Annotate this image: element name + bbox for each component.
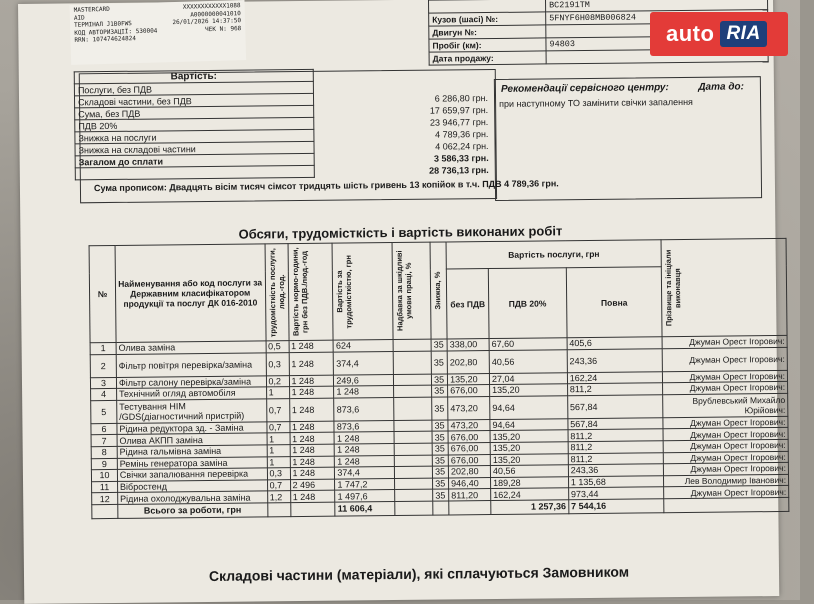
- cost-row: [75, 165, 314, 180]
- cell-novat: 676,00: [448, 443, 490, 455]
- cell-n: 5: [91, 400, 117, 423]
- total-label: Всього за роботи, грн: [118, 503, 268, 519]
- cell-labor: 0,7: [267, 479, 290, 491]
- cell-novat: 202,80: [448, 466, 490, 478]
- cell-n: 7: [91, 435, 117, 447]
- cell-cost: 1 248: [334, 386, 394, 398]
- vehicle-value: 5FNYF6H08MB006824: [546, 10, 768, 25]
- cell-cost: 624: [333, 340, 393, 352]
- vehicle-plate: BC2191TM: [545, 0, 767, 12]
- cell-labor: 0,3: [266, 352, 289, 375]
- cell-rate: 1 248: [289, 340, 334, 352]
- cell-sur: [393, 339, 431, 351]
- cell-cost: 1 248: [335, 455, 395, 467]
- cell-vat: 135,20: [490, 453, 568, 465]
- cell-cost: 1 497,6: [335, 490, 395, 502]
- cell-labor: 1: [266, 387, 289, 399]
- cell-vat: 27,04: [489, 372, 567, 384]
- receipt-key: RRN: 107474624824: [74, 35, 136, 44]
- cost-label: [75, 165, 314, 180]
- cell-name: Технічний огляд автомобіля: [116, 387, 266, 400]
- cell-name: Свічки запалювання перевірка: [117, 468, 267, 481]
- col-full: Повна: [566, 267, 662, 338]
- service-recommendations: [494, 76, 762, 201]
- cell-disc: 35: [433, 489, 449, 501]
- cost-value: 4 789,36 грн.: [314, 129, 494, 143]
- cell-name: Рідина редуктора зд. - Заміна: [117, 422, 267, 435]
- cost-value: 4 062,24 грн.: [314, 141, 494, 155]
- cell-rate: 1 248: [290, 491, 335, 503]
- cell-n: 6: [91, 423, 117, 435]
- cell-disc: 35: [431, 351, 447, 374]
- cell-labor: 1: [267, 445, 290, 457]
- vehicle-key: Пробіг (км):: [429, 38, 546, 52]
- vehicle-key: Кузов (шасі) №:: [429, 12, 546, 26]
- cell-vat: 135,20: [490, 430, 568, 442]
- cell-cost: 374,4: [334, 351, 394, 375]
- cell-disc: 35: [432, 397, 448, 420]
- cost-values: [314, 93, 495, 179]
- cell-labor: 0,7: [266, 421, 289, 433]
- cell-cost: 1 248: [334, 432, 394, 444]
- payment-receipt: [70, 0, 247, 65]
- cost-value: 6 286,80 грн.: [314, 93, 494, 107]
- cell-rate: 1 248: [290, 467, 335, 479]
- cell-full: 973,44: [568, 487, 664, 500]
- cell-novat: 135,20: [447, 373, 489, 385]
- receipt-value: A0000000041010: [190, 10, 241, 19]
- cell-labor: 1: [267, 433, 290, 445]
- cell-novat: 676,00: [448, 454, 490, 466]
- cell-sur: [393, 351, 431, 374]
- cost-label: Знижка на складові частини: [75, 141, 314, 156]
- col-surcharge: Надбавка за шкідливі умови праці, %: [395, 243, 414, 339]
- cell-vat: 40,56: [489, 349, 567, 373]
- vehicle-key: Двигун №:: [429, 25, 546, 39]
- cell-cost: 374,4: [335, 467, 395, 479]
- cell-sur: [395, 489, 433, 501]
- logo-ria: RIA: [720, 21, 766, 47]
- cost-label: ПДВ 20%: [75, 117, 314, 132]
- cell-full: 405,6: [567, 337, 663, 350]
- cell-sur: [394, 455, 432, 467]
- cell-name: Фільтр салону перевірка/заміна: [116, 375, 266, 388]
- cell-novat: 676,00: [448, 385, 490, 397]
- cell-full: 243,36: [568, 464, 664, 477]
- receipt-key: КОД АВТОРИЗАЦІЇ: 530004: [74, 27, 157, 37]
- cell-novat: 473,20: [448, 396, 490, 419]
- cell-n: 9: [91, 458, 117, 470]
- receipt-key: AID: [74, 14, 85, 22]
- parts-title: Складові частини (матеріали), які сплачуються Замовником: [24, 562, 814, 586]
- cell-vat: 135,20: [490, 384, 568, 396]
- cost-value: 28 736,13 грн.: [315, 165, 495, 179]
- cost-value: 23 946,77 грн.: [314, 117, 494, 131]
- cell-cost: 1 747,2: [335, 478, 395, 490]
- cell-n: 3: [90, 377, 116, 389]
- cell-who: Джуман Орест Ігорович:: [663, 428, 788, 441]
- cell-n: 1: [90, 342, 116, 354]
- cell-full: 243,36: [567, 348, 663, 372]
- cell-n: 8: [91, 446, 117, 458]
- cell-n: 4: [91, 389, 117, 401]
- cell-n: 10: [91, 470, 117, 482]
- amount-in-words: Сума прописом: Двадцять вісім тисяч сімсот тридцять шість гривень 13 копійок в т.ч. ПДВ 4 789,36 грн.: [94, 178, 559, 193]
- cell-who: Джуман Орест Ігорович:: [663, 370, 788, 383]
- cell-rate: 1 248: [289, 352, 334, 375]
- cost-label: Загалом до сплати: [75, 153, 314, 168]
- col-price: Вартість послуги, грн: [446, 240, 662, 270]
- cost-summary-table: [74, 69, 315, 181]
- cell-rate: 1 248: [289, 386, 334, 398]
- vehicle-key: Дата продажу:: [429, 51, 546, 65]
- total-full: 7 544,16: [568, 499, 664, 514]
- cell-disc: 35: [433, 478, 449, 490]
- recommendations-text: при наступному ТО замінити свічки запалення: [495, 92, 760, 109]
- cell-sur: [394, 397, 432, 420]
- recommendations-title: Рекомендації сервісного центру:: [501, 82, 669, 95]
- cell-novat: 338,00: [447, 339, 489, 351]
- cell-rate: 1 248: [290, 444, 335, 456]
- invoice-sheet: [18, 0, 779, 604]
- col-no-vat: без ПДВ: [446, 269, 489, 339]
- cell-who: Джуман Орест Ігорович:: [664, 463, 789, 476]
- cell-vat: 40,56: [490, 465, 568, 477]
- cell-disc: 35: [432, 385, 448, 397]
- cell-who: Лев Володимир Іванович:: [664, 474, 789, 487]
- cost-value: 3 586,33 грн.: [315, 153, 495, 167]
- cell-who: Джуман Орест Ігорович:: [664, 451, 789, 464]
- cell-full: 811,2: [568, 429, 664, 442]
- cell-who: Джуман Орест Ігорович:: [664, 486, 789, 499]
- recommendations-date-label: Дата до:: [698, 81, 744, 92]
- logo-auto: auto: [666, 21, 714, 47]
- cell-sur: [395, 478, 433, 490]
- cell-name: Фільтр повітря перевірка/заміна: [116, 352, 266, 377]
- cell-rate: 1 248: [290, 433, 335, 445]
- col-labor: трудомісткість послуги, люд.-год.: [267, 244, 286, 340]
- receipt-key: MASTERCARD: [74, 6, 110, 15]
- cell-labor: 0,7: [266, 398, 289, 421]
- cell-sur: [394, 374, 432, 386]
- total-vat: 1 257,36: [491, 500, 569, 515]
- cell-cost: 1 248: [335, 444, 395, 456]
- vehicle-value: 94803: [546, 36, 768, 51]
- cell-disc: 35: [432, 431, 448, 443]
- cell-disc: 35: [432, 443, 448, 455]
- cell-rate: 2 496: [290, 479, 335, 491]
- cell-sur: [394, 385, 432, 397]
- cell-novat: 946,40: [449, 477, 491, 489]
- col-cost: Вартість за трудомісткістю, грн: [335, 243, 354, 339]
- total-cost: 11 606,4: [335, 501, 395, 516]
- cell-n: 11: [92, 481, 118, 493]
- works-title: Обсяги, трудомісткість і вартість виконаних робіт: [20, 221, 780, 244]
- cell-n: 12: [92, 493, 118, 505]
- autoria-logo: [650, 12, 788, 56]
- cell-who: Джуман Орест Ігорович:: [663, 347, 788, 371]
- cell-disc: 35: [432, 374, 448, 386]
- cell-vat: 189,28: [491, 476, 569, 488]
- cell-disc: 35: [432, 466, 448, 478]
- cost-value: 17 659,97 грн.: [314, 105, 494, 119]
- receipt-value: XXXXXXXXXXXX1088: [183, 2, 241, 11]
- cell-name: Олива АКПП заміна: [117, 433, 267, 446]
- cell-novat: 676,00: [448, 431, 490, 443]
- cell-who: Джуман Орест Ігорович:: [662, 335, 787, 348]
- cell-name: Рідина охолоджувальна заміна: [118, 491, 268, 504]
- cell-name: Ремінь генератора заміна: [117, 456, 267, 469]
- cell-novat: 202,80: [447, 350, 489, 373]
- cell-vat: 94,64: [490, 396, 568, 420]
- cell-labor: 0,3: [267, 468, 290, 480]
- cell-labor: 0,5: [266, 341, 289, 353]
- cost-header: Вартість:: [74, 69, 313, 84]
- cell-rate: 1 248: [289, 398, 334, 421]
- col-performer: Прізвище та ініціали виконавця: [664, 240, 683, 336]
- col-name: Найменування або код послуги за Державним класифікатором продукції та послуг ДК 016-2010: [115, 244, 266, 343]
- works-table: [89, 238, 790, 519]
- cell-disc: 35: [432, 455, 448, 467]
- cell-cost: 249,6: [334, 374, 394, 386]
- cell-who: Джуман Орест Ігорович:: [663, 439, 788, 452]
- cell-full: 162,24: [567, 371, 663, 384]
- cell-rate: 1 248: [289, 421, 334, 433]
- cell-full: 567,84: [568, 418, 664, 431]
- cell-novat: 811,20: [449, 489, 491, 501]
- receipt-value: ЧЕК N: 968: [205, 25, 241, 34]
- cell-vat: 94,64: [490, 419, 568, 431]
- cell-sur: [395, 466, 433, 478]
- cost-label: Сума, без ПДВ: [75, 105, 314, 120]
- receipt-value: 26/01/2026 14:37:50: [172, 17, 241, 27]
- cell-full: 1 135,68: [568, 475, 664, 488]
- cell-labor: 0,2: [266, 375, 289, 387]
- cell-cost: 873,6: [334, 420, 394, 432]
- cost-label: Знижка на послуги: [75, 129, 314, 144]
- cell-sur: [394, 432, 432, 444]
- cell-name: Тестування HIM /GDS(діагностичний пристрій): [117, 399, 267, 424]
- cell-labor: 1: [267, 456, 290, 468]
- cell-n: 2: [90, 354, 116, 377]
- cell-novat: 473,20: [448, 419, 490, 431]
- cell-disc: 35: [431, 339, 447, 351]
- cell-full: 567,84: [567, 395, 663, 419]
- cell-who: Джуман Орест Ігорович:: [663, 416, 788, 429]
- cell-rate: 1 248: [290, 456, 335, 468]
- cell-disc: 35: [432, 420, 448, 432]
- cell-sur: [394, 443, 432, 455]
- cell-labor: 1,2: [267, 491, 290, 503]
- col-discount: Знижка, %: [433, 243, 443, 339]
- cost-label: Складові частини, без ПДВ: [74, 93, 313, 108]
- cell-rate: 1 248: [289, 375, 334, 387]
- cell-who: Джуман Орест Ігорович:: [663, 382, 788, 395]
- cost-label: Послуги, без ПДВ: [74, 81, 313, 96]
- cell-name: Вібростенд: [117, 480, 267, 493]
- cell-who: Врублевський Михайло Юрійович:: [663, 393, 788, 417]
- cell-full: 811,2: [567, 383, 663, 396]
- cell-vat: 67,60: [489, 338, 567, 350]
- cell-vat: 162,24: [491, 488, 569, 500]
- cell-name: Рідина гальмівна заміна: [117, 445, 267, 458]
- cell-full: 811,2: [568, 452, 664, 465]
- cell-full: 811,2: [568, 441, 664, 454]
- cell-vat: 135,20: [490, 442, 568, 454]
- cell-cost: 873,6: [334, 397, 394, 421]
- cell-sur: [394, 420, 432, 432]
- cell-name: Олива заміна: [116, 341, 266, 354]
- col-rate: Вартість нормо-години, грн без ПДВ./люд.-год: [290, 244, 309, 340]
- col-num: №: [89, 245, 116, 342]
- receipt-key: ТЕРМІНАЛ J1B0FWS: [74, 20, 132, 29]
- col-vat: ПДВ 20%: [488, 268, 566, 339]
